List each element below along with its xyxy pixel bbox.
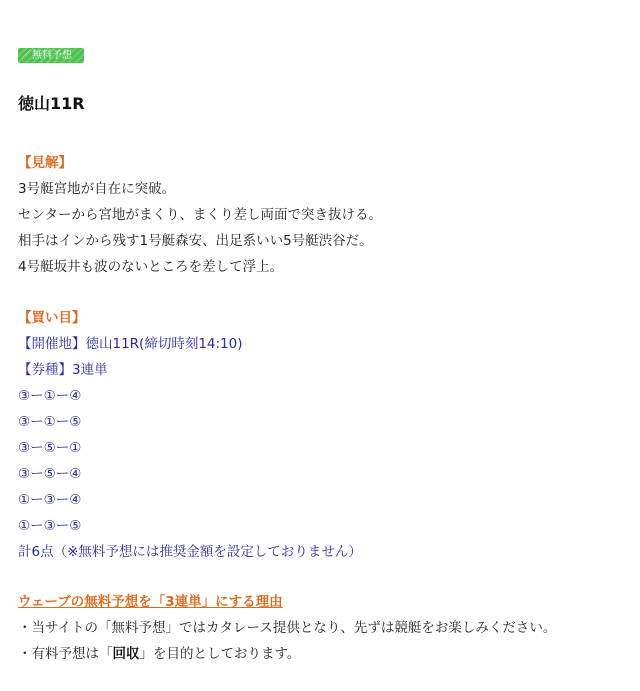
- analysis-line: センターから宮地がまくり、まくり差し両面で突き抜ける。: [18, 207, 382, 223]
- combination-item: ①ー③ー⑤: [18, 518, 82, 534]
- free-prediction-badge: [18, 48, 84, 63]
- badge-label: 無料予想: [32, 50, 72, 61]
- analysis-section: [18, 150, 628, 280]
- venue-line: 【開催地】徳山11R(締切時刻14:10): [18, 336, 243, 352]
- ticket-type-line: 【券種】3連単: [18, 362, 108, 378]
- picks-heading: 【買い目】: [18, 310, 86, 326]
- reason-title: ウェーブの無料予想を「3連単」にする理由: [18, 594, 283, 610]
- total-line: 計6点（※無料予想には推奨金額を設定しておりません）: [18, 544, 362, 560]
- reason-line-2: [18, 641, 628, 667]
- analysis-line: 4号艇坂井も波のないところを差して浮上。: [18, 259, 284, 275]
- race-title: 徳山11R: [18, 94, 85, 113]
- combination-item: ③ー①ー⑤: [18, 414, 82, 430]
- picks-section: [18, 305, 628, 565]
- badge-slash-icon: ／: [21, 50, 31, 61]
- reason-line-2-bold: 回収: [112, 646, 140, 662]
- combination-item: ③ー⑤ー①: [18, 440, 82, 456]
- reason-line-2-prefix: ・有料予想は「: [18, 646, 113, 662]
- reason-line-1: ・当サイトの「無料予想」ではカタレース提供となり、先ずは競艇をお楽しみください。: [18, 620, 557, 636]
- analysis-line: 相手はインから残す1号艇森安、出足系いい5号艇渋谷だ。: [18, 233, 373, 249]
- article-content: [18, 48, 628, 667]
- analysis-line: 3号艇宮地が自在に突破。: [18, 181, 176, 197]
- combination-item: ③ー①ー④: [18, 388, 82, 404]
- combination-item: ①ー③ー④: [18, 492, 82, 508]
- combination-item: ③ー⑤ー④: [18, 466, 82, 482]
- reason-section: [18, 589, 628, 667]
- reason-line-2-suffix: 」を目的としております。: [139, 646, 301, 662]
- analysis-heading: 【見解】: [18, 155, 72, 171]
